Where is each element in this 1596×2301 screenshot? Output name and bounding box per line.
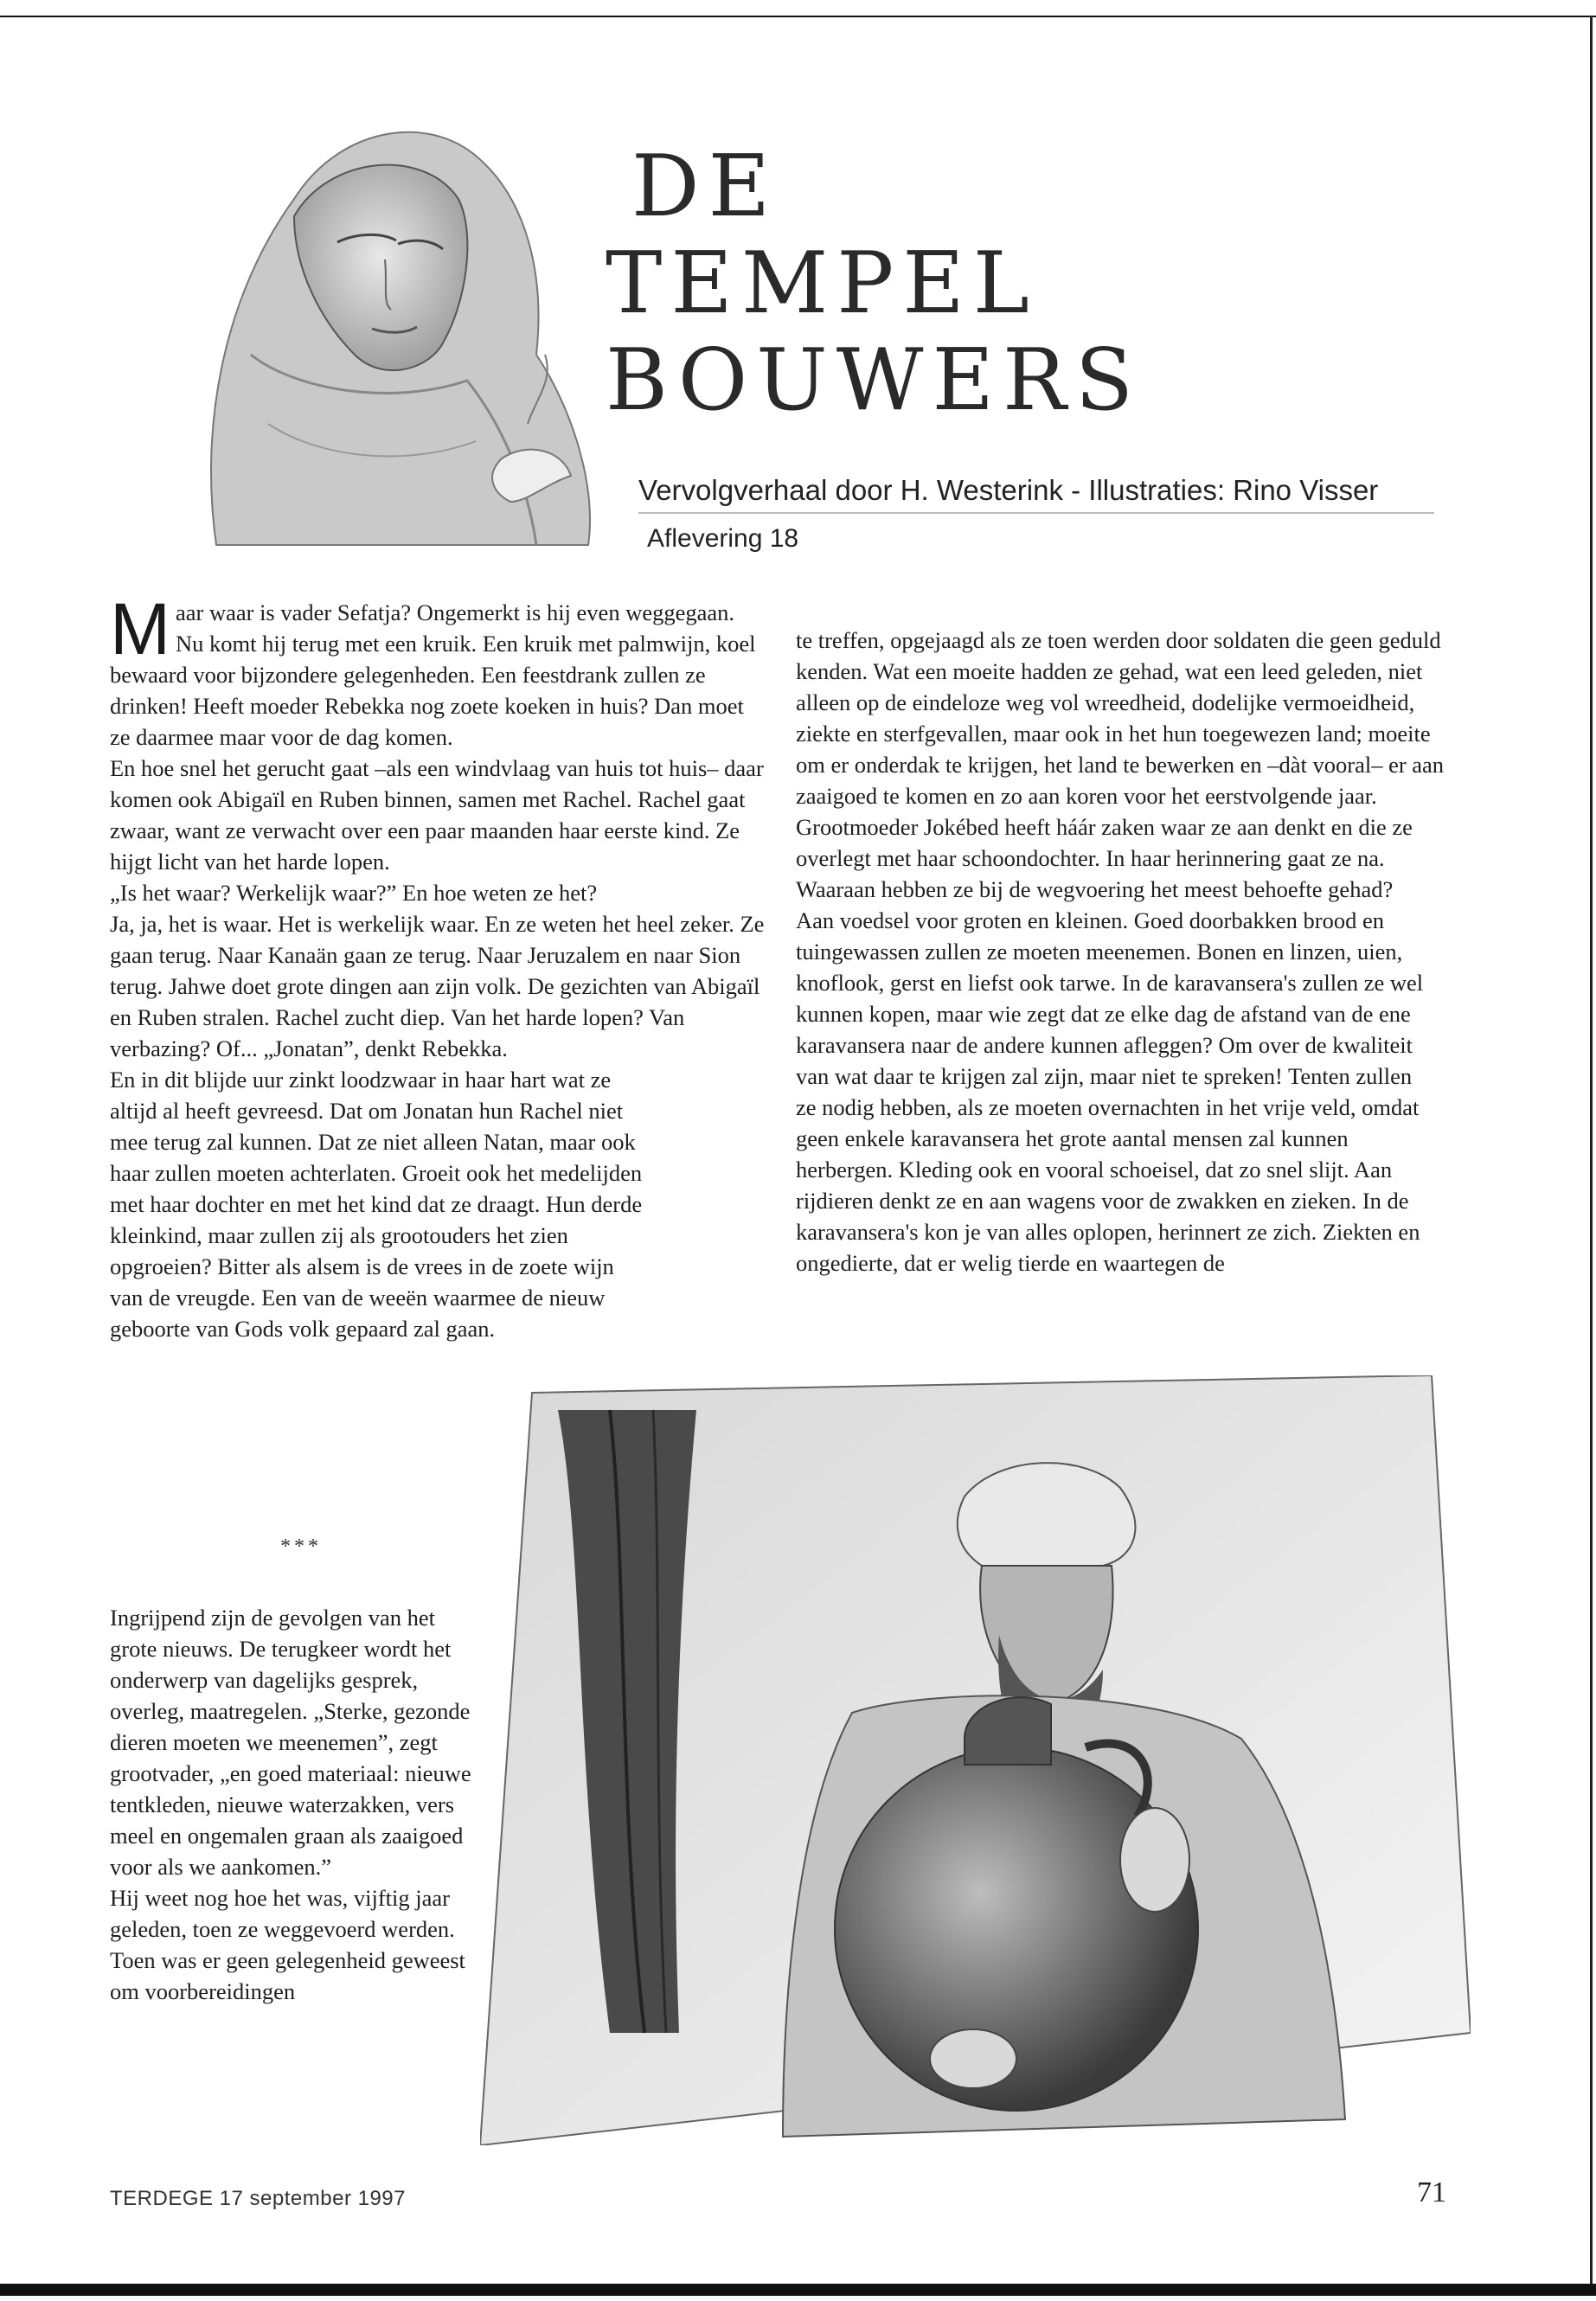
section-separator: *** — [280, 1535, 322, 1558]
publication-footer: TERDEGE 17 september 1997 — [110, 2187, 406, 2210]
man-with-jug-illustration — [480, 1375, 1471, 2145]
paragraph: Ingrijpend zijn de gevolgen van het grote nieuws. De terugkeer wordt het onderwerp van dagelijks gesprek, overleg, maatregelen. „Sterke, gezonde dieren moeten we meenemen”, zegt grootvader, „en goed materiaal: nieuwe tentkleden, nieuwe waterzakken, vers meel en ongemalen graan als zaaigoed voor als we aankomen.” — [110, 1605, 471, 1880]
portrait-illustration — [164, 95, 631, 562]
paragraph: „Is het waar? Werkelijk waar?” En hoe weten ze het? — [110, 880, 598, 906]
paragraph — [110, 588, 767, 753]
left-column — [110, 588, 767, 1344]
page-frame-right — [1590, 16, 1593, 2291]
episode-label: Aflevering 18 — [647, 524, 799, 553]
left-lower-column — [110, 1602, 473, 2007]
paragraph: Grootmoeder Jokébed heeft háár zaken waar ze aan denkt en die ze overlegt met haar schoondochter. In haar herinnering gaat ze na. Waaraan hebben ze bij de wegvoering het meest behoefte gehad? Aan voedsel voor groten en kleinen. Goed doorbakken brood en tuingewassen zullen ze moeten meenemen. Bonen en linzen, uien, knoflook, gerst en liefst ook tarwe. In de karavansera's zullen ze wel kunnen kopen, maar wie zegt dat ze elke dag de afstand van de ene karavansera naar de andere kunnen afleggen? Om over de kwaliteit van wat daar te krijgen zal zijn, maar niet te spreken! Tenten zullen ze nodig hebben, als ze moeten overnachten in het vrije veld, omdat geen enkele karavansera het grote aantal mensen zal kunnen herbergen. Kleding ook en vooral schoeisel, dat zo snel slijt. Aan rijdieren denkt ze en aan wagens voor de zwakken en zieken. In de karavansera's kon je van alles oplopen, herinnert ze zich. Ziekten en ongedierte, dat er welig tierde en waartegen de — [796, 814, 1424, 1276]
paragraph: te treffen, opgejaagd als ze toen werden door soldaten die geen geduld kenden. Wat een moeite hadden ze gehad, wat een leed geleden, niet alleen op de eindeloze weg vol wreedheid, dodelijke vermoeidheid, ziekte en sterfgevallen, maar ook in het hun toegewezen land; moeite om er onderdak te krijgen, het land te bewerken en –dàt vooral– er aan zaaigoed te komen en zo aan koren voor het eerstvolgende jaar. — [796, 627, 1445, 809]
paragraph: Hij weet nog hoe het was, vijftig jaar geleden, toen ze weggevoerd werden. Toen was er geen gelegenheid geweest om voorbereidingen — [110, 1885, 465, 2004]
byline-divider — [638, 512, 1434, 514]
byline: Vervolgverhaal door H. Westerink - Illustraties: Rino Visser — [638, 474, 1379, 506]
page-frame-top — [0, 16, 1596, 17]
title-line-1: DE — [631, 138, 779, 236]
paragraph: En in dit blijde uur zinkt loodzwaar in haar hart wat ze altijd al heeft gevreesd. Dat om Jonatan hun Rachel niet mee terug zal kunnen. Dat ze niet alleen Natan, maar ook haar zullen moeten achterlaten. Groeit ook het medelijden met haar dochter en met het kind dat ze draagt. Hun derde kleinkind, maar zullen zij als grootouders het zien opgroeien? Bitter als alsem is de vrees in de zoete wijn van de vreugde. Een van de weeën waarmee de nieuw geboorte van Gods volk gepaard zal gaan. — [110, 1067, 643, 1342]
story-title — [606, 138, 1384, 429]
page-number: 71 — [1417, 2176, 1446, 2208]
drop-cap: M — [110, 588, 170, 670]
paragraph: Ja, ja, het is waar. Het is werkelijk waar. En ze weten het heel zeker. Ze gaan terug. Naar Kanaän gaan ze terug. Naar Jeruzalem en naar Sion terug. Jahwe doet grote dingen aan zijn volk. De gezichten van Abigaïl en Ruben stralen. Rachel zucht diep. Van het harde lopen? Van verbazing? Of... „Jonatan”, denkt Rebekka. — [110, 911, 765, 1061]
paragraph-text: aar waar is vader Sefatja? Ongemerkt is hij even weggegaan. Nu komt hij terug met een kruik. Een kruik met palmwijn, koel bewaard voor bijzondere gelegenheden. Een feestdrank zullen ze drinken! Heeft moeder Rebekka nog zoete koeken in huis? Dan moet ze daarmee maar voor de dag komen. — [110, 599, 756, 750]
right-column — [796, 625, 1453, 1279]
page-frame-bottom — [0, 2284, 1596, 2296]
title-line-3: BOUWERS — [606, 331, 1142, 430]
paragraph: En hoe snel het gerucht gaat –als een windvlaag van huis tot huis– daar komen ook Abigaïl en Ruben binnen, samen met Rachel. Rachel gaat zwaar, want ze verwacht over een paar maanden haar eerste kind. Ze hijgt licht van het harde lopen. — [110, 755, 764, 875]
title-line-2: TEMPEL — [606, 234, 1038, 333]
